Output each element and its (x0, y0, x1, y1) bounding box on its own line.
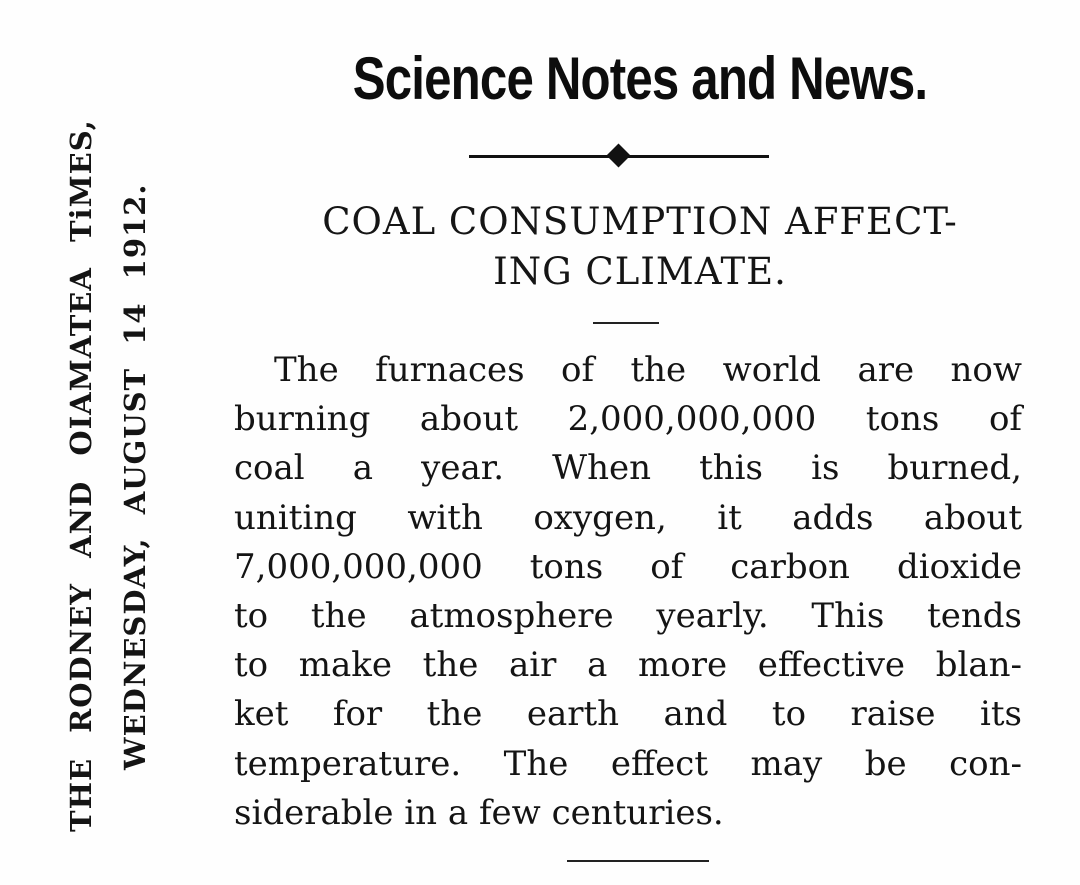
article-line: siderable in a few centuries. (234, 792, 724, 833)
article-body (234, 346, 1022, 838)
article-line: to make the air a more effective blan- (234, 645, 1022, 686)
diamond-icon (606, 143, 630, 167)
end-rule (567, 860, 709, 862)
article-line: to the atmosphere yearly. This tends (234, 595, 1022, 636)
article-line: ket for the earth and to raise its (234, 694, 1022, 735)
article-line: temperature. The effect may be con- (234, 743, 1022, 784)
article-line: uniting with oxygen, it adds about (234, 497, 1022, 538)
headline-rule (593, 322, 659, 324)
publication-date: WEDNESDAY, AUGUST 14 1912. (118, 183, 152, 770)
article-line: burning about 2,000,000,000 tons of (234, 399, 1022, 440)
article-line: coal a year. When this is burned, (234, 448, 1022, 489)
section-heading: Science Notes and News. (352, 45, 928, 112)
newspaper-name: THE RODNEY AND OIAMATEA TiMES, (64, 119, 98, 832)
article-line: The furnaces of the world are now (274, 350, 1022, 390)
side-caption (0, 0, 200, 885)
article-line: 7,000,000,000 tons of carbon dioxide (234, 546, 1022, 587)
ornament-divider (469, 145, 769, 167)
article-headline-line-1: COAL CONSUMPTION AFFECT- (322, 200, 958, 243)
article-headline-line-2: ING CLIMATE. (493, 250, 787, 293)
